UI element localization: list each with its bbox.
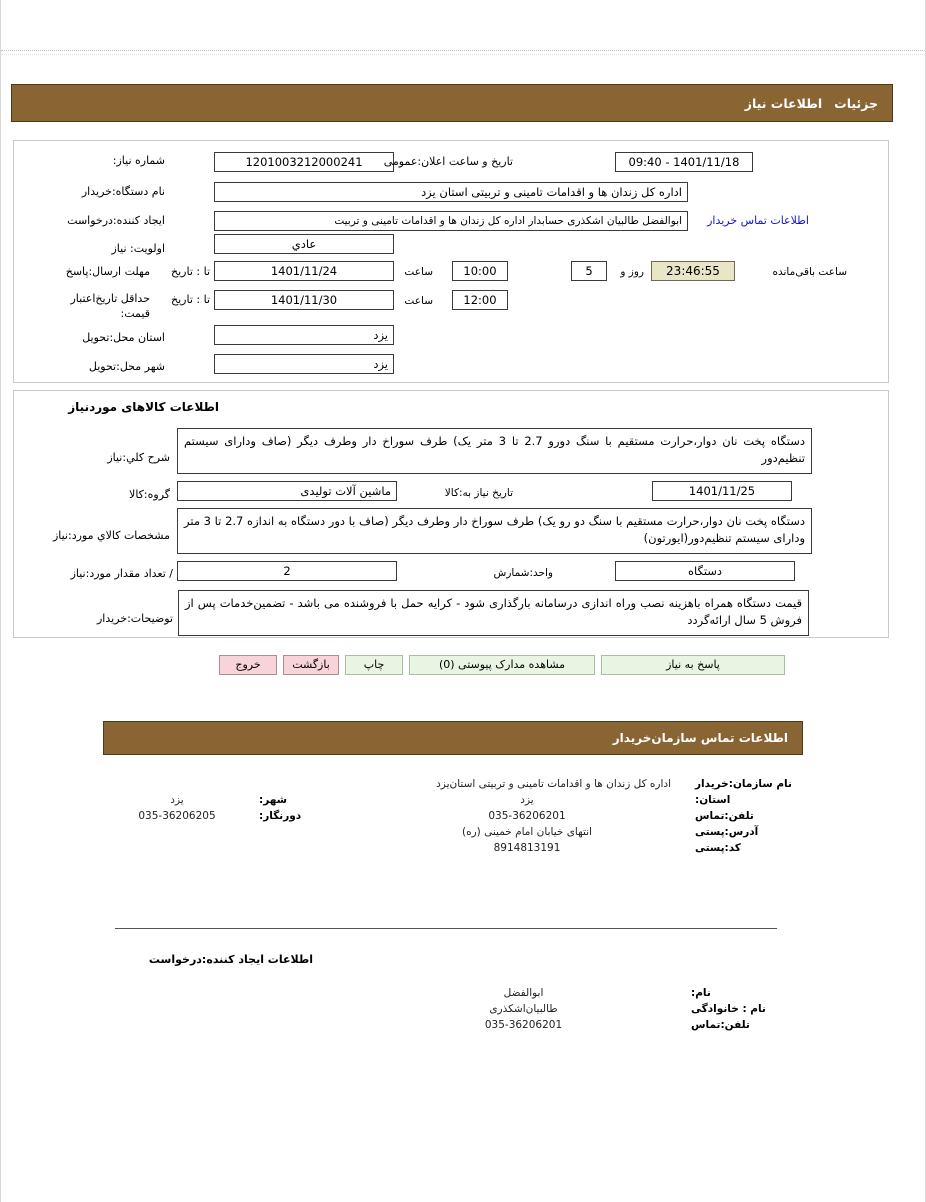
- creator-contact-table: [101, 985, 801, 1033]
- creator-last-name-label: نام : خانوادگی: [691, 1003, 766, 1015]
- contact-org-value: اداره کل زندان ها و اقدامات تامینی و تربیتی استان‌یزد: [436, 778, 671, 790]
- goods-specs-value: دستگاه پخت نان دوار،حرارت مستقیم با سنگ دو رو یک) طرف سوراخ دار وطرف دیگر (صاف با دور دستگاه به اندازه 2.7 تا 3 متر ودارای سیستم تنظیم‌دور(ایورتون): [177, 508, 812, 554]
- creator-first-name-value: ابوالفضل: [503, 987, 544, 999]
- need-number-label-row: [113, 153, 165, 168]
- deadline-until-label-row: [171, 264, 210, 279]
- specs-label-row: [53, 528, 170, 543]
- contact-spacer-v: [101, 776, 253, 792]
- buyer-contact-info-link[interactable]: اطلاعات تماس خریدار: [707, 214, 809, 227]
- contact-city-label: شهر:: [259, 794, 287, 806]
- table-row: [101, 808, 801, 824]
- org-label-row: [82, 184, 165, 199]
- validity-hour-label: ساعت: [404, 295, 433, 307]
- deadline-until-label: تا : تاریخ: [171, 265, 210, 278]
- creator-phone-label: تلفن:تماس: [691, 1019, 750, 1031]
- priority-value: عادي: [214, 234, 394, 254]
- need-number-label: شماره نیاز:: [112, 154, 165, 167]
- contact-postcode-label: کد:پستی: [695, 842, 741, 854]
- buyer-contact-heading: اطلاعات تماس سازمان‌خریدار: [612, 731, 788, 745]
- contact-blank-k1: [253, 824, 365, 840]
- announce-label: تاریخ و ساعت اعلان:عمومی: [383, 155, 513, 168]
- goods-need-date-label: تاریخ نیاز به:کالا: [444, 487, 513, 499]
- contact-spacer-k: [253, 776, 365, 792]
- contact-address-value: انتهای خیابان امام خمینی (ره): [462, 826, 592, 838]
- validity-until-label: تا : تاریخ: [171, 293, 210, 306]
- validity-label: حداقل تاریخ‌اعتبار قیمت:: [70, 292, 150, 320]
- province-label-row: [82, 330, 165, 345]
- city-label-row: [89, 359, 165, 374]
- creator-contact-heading: اطلاعات ایجاد کننده:درخواست: [148, 953, 313, 966]
- deadline-label: مهلت ارسال:پاسخ: [65, 265, 150, 278]
- exit-button[interactable]: خروج: [219, 655, 277, 675]
- deadline-label-row: [66, 264, 150, 279]
- goods-summary-label: شرح کلي:نیاز: [107, 451, 170, 464]
- table-row: [101, 840, 801, 856]
- delivery-city-value: یزد: [214, 354, 394, 374]
- table-row: [101, 985, 801, 1001]
- creator-label: ایجاد کننده:درخواست: [67, 214, 165, 227]
- contact-address-label: آدرس:پستی: [695, 826, 759, 838]
- top-divider: [1, 50, 925, 55]
- back-button[interactable]: بازگشت: [283, 655, 339, 675]
- validity-hour-value: 12:00: [452, 290, 508, 310]
- goods-specs-label: مشخصات کالاي مورد:نیاز: [52, 529, 170, 542]
- contact-blank-v2: [101, 840, 253, 856]
- table-row: [101, 1001, 801, 1017]
- creator-blank-2: [101, 1001, 362, 1017]
- section-header-buyer-contact: [103, 721, 803, 755]
- goods-unit-value: دستگاه: [615, 561, 795, 581]
- contact-phone-value: 035-36206201: [488, 810, 566, 822]
- deadline-countdown-timer: 23:46:55: [651, 261, 735, 281]
- print-button[interactable]: چاپ: [345, 655, 403, 675]
- creator-blank-1: [101, 985, 362, 1001]
- deadline-remaining-label: ساعت باقی‌مانده: [772, 266, 847, 278]
- priority-label-row: [111, 241, 165, 256]
- validity-label-row: [68, 291, 150, 321]
- contact-city-value: یزد: [170, 794, 184, 806]
- table-row: [101, 792, 801, 808]
- buyer-org-label: نام دستگاه:خریدار: [81, 185, 165, 198]
- buyer-org-value: اداره کل زندان ها و اقدامات تامینی و تربیتی استان یزد: [214, 182, 688, 202]
- deadline-hour-label: ساعت: [404, 266, 433, 278]
- notes-label-row: [97, 611, 173, 626]
- contact-province-value: یزد: [520, 794, 534, 806]
- header-title-group: [745, 96, 878, 111]
- priority-label: اولویت: نیاز: [111, 242, 165, 255]
- deadline-hour-value: 10:00: [452, 261, 508, 281]
- creator-last-name-value: طالبیان‌اشکذری: [489, 1003, 558, 1015]
- delivery-province-label: استان محل:تحویل: [82, 331, 165, 344]
- contact-phone-label: تلفن:تماس: [695, 810, 754, 822]
- deadline-date-value: 1401/11/24: [214, 261, 394, 281]
- announce-datetime-value: 1401/11/18 - 09:40: [615, 152, 753, 172]
- contact-section-divider: [115, 928, 777, 929]
- delivery-province-value: یزد: [214, 325, 394, 345]
- contact-province-label: استان:: [695, 794, 731, 806]
- tab-need-info-label[interactable]: اطلاعات نیاز: [744, 95, 823, 111]
- contact-fax-label: دورنگار:: [259, 810, 302, 822]
- quantity-label-row: [71, 566, 173, 581]
- goods-quantity-value: 2: [177, 561, 397, 581]
- contact-fax-value: 035-36206205: [138, 810, 216, 822]
- goods-unit-label: واحد:شمارش: [493, 567, 553, 579]
- contact-blank-v1: [101, 824, 253, 840]
- goods-quantity-label: / تعداد مقدار مورد:نیاز: [70, 567, 173, 580]
- buyer-notes-value: قیمت دستگاه همراه باهزینه نصب وراه اندازی درسامانه بارگذاری شود - کرایه حمل با فروشنده می باشد - تضمین‌خدمات پس از فروش 5 سال ارائه‌گردد: [178, 590, 809, 636]
- delivery-city-label: شهر محل:تحویل: [88, 360, 165, 373]
- goods-summary-value: دستگاه پخت نان دوار،حرارت مستقیم با سنگ دورو 2.7 تا 3 متر یک) طرف سوراخ دار وطرف دیگر (صاف ودارای سیستم تنظیم‌دور: [177, 428, 812, 474]
- buyer-contact-table: [101, 776, 801, 856]
- need-number-value: 1201003212000241: [214, 152, 394, 172]
- contact-org-label: نام سازمان:خریدار: [695, 778, 792, 790]
- contact-blank-k2: [253, 840, 365, 856]
- goods-group-label: گروه:کالا: [129, 488, 170, 501]
- tab-details-label[interactable]: جزئیات: [834, 95, 878, 111]
- deadline-days-label: روز و: [620, 266, 644, 278]
- section-header-need-details: [11, 84, 893, 122]
- goods-section-heading: اطلاعات کالاهای موردنیاز: [68, 400, 219, 414]
- creator-first-name-label: نام:: [691, 987, 711, 999]
- view-attachments-button[interactable]: مشاهده مدارک پیوستی (0): [409, 655, 595, 675]
- validity-until-label-row: [171, 292, 210, 307]
- respond-to-need-button[interactable]: پاسخ به نیاز: [601, 655, 785, 675]
- group-label-row: [129, 487, 170, 502]
- validity-date-value: 1401/11/30: [214, 290, 394, 310]
- table-row: [101, 824, 801, 840]
- creator-phone-value: 035-36206201: [484, 1019, 563, 1031]
- creator-label-row: [67, 213, 165, 228]
- goods-group-value: ماشین آلات تولیدی: [177, 481, 397, 501]
- goods-need-date-value: 1401/11/25: [652, 481, 792, 501]
- buyer-notes-label: توضیحات:خریدار: [97, 612, 173, 625]
- deadline-days-value: 5: [571, 261, 607, 281]
- need-info-panel: [13, 140, 889, 383]
- creator-blank-3: [101, 1017, 362, 1033]
- announce-label-row: [384, 154, 513, 169]
- creator-value: ابوالفضل طالبیان اشکذری حسابدار اداره کل زندان ها و اقدامات تامینی و تربیت: [214, 211, 688, 231]
- table-row: [101, 1017, 801, 1033]
- action-button-row: [219, 655, 785, 675]
- table-row: [101, 776, 801, 792]
- contact-postcode-value: 8914813191: [493, 842, 561, 854]
- summary-label-row: [107, 450, 170, 465]
